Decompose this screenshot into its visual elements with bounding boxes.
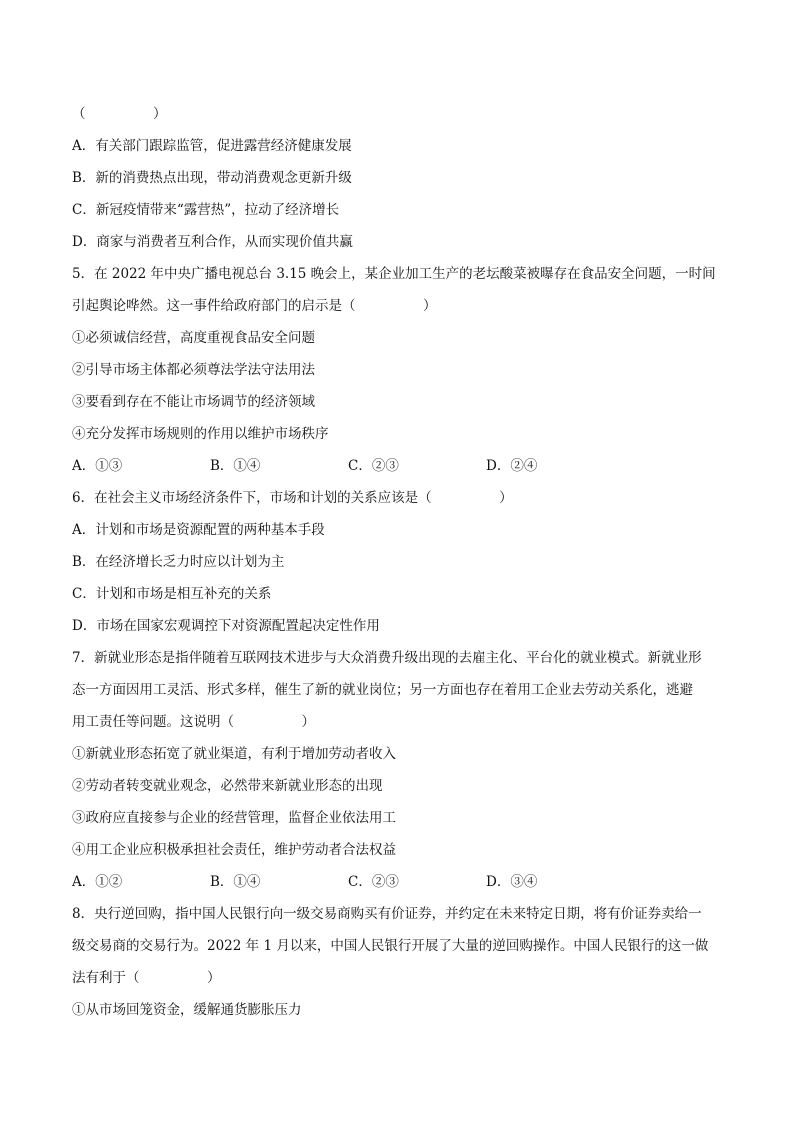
- q8-stem-line-2: 级交易商的交易行为。2022 年 1 月以来，中国人民银行开展了大量的逆回购操作。中国人民银行的这一做: [72, 938, 709, 954]
- q5-stem-line-2: 引起舆论哗然。这一事件给政府部门的启示是（ ）: [72, 298, 437, 314]
- q7-options: [72, 866, 724, 898]
- q4-option-c: C．新冠疫情带来“露营热”，拉动了经济增长: [72, 202, 340, 218]
- q4-option-a: A．有关部门跟踪监管，促进露营经济健康发展: [72, 138, 352, 154]
- q8-statement-1: ①从市场回笼资金，缓解通货膨胀压力: [72, 1002, 302, 1018]
- q5-option-c: C．②③: [348, 458, 399, 474]
- q7-statement-2: ②劳动者转变就业观念，必然带来新就业形态的出现: [72, 778, 383, 794]
- q5-statement-3: ③要看到存在不能让市场调节的经济领域: [72, 394, 315, 410]
- q7-statement-4: ④用工企业应积极承担社会责任，维护劳动者合法权益: [72, 842, 396, 858]
- q6-option-d: D．市场在国家宏观调控下对资源配置起决定性作用: [72, 618, 380, 634]
- q5-statement-1: ①必须诚信经营，高度重视食品安全问题: [72, 330, 315, 346]
- q7-statement-3: ③政府应直接参与企业的经营管理，监督企业依法用工: [72, 810, 396, 826]
- q7-option-d: D．③④: [486, 874, 538, 890]
- q5-option-a: A．①③: [72, 458, 123, 474]
- exam-page: [72, 98, 724, 1026]
- q5-statement-4: ④充分发挥市场规则的作用以维护市场秩序: [72, 426, 329, 442]
- q5-statement-2: ②引导市场主体都必须尊法学法守法用法: [72, 362, 315, 378]
- q4-option-d: D．商家与消费者互利合作，从而实现价值共赢: [72, 234, 353, 250]
- answer-bracket: （ ）: [72, 106, 167, 122]
- q7-stem-line-2: 态一方面因用工灵活、形式多样，催生了新的就业岗位；另一方面也存在着用工企业去劳动关系化，逃避: [72, 682, 693, 698]
- q7-stem-line-3: 用工责任等问题。这说明（ ）: [72, 714, 315, 730]
- q7-stem-line-1: 7．新就业形态是指伴随着互联网技术进步与大众消费升级出现的去雇主化、平台化的就业模式。新就业形: [72, 650, 702, 666]
- q6-option-b: B．在经济增长乏力时应以计划为主: [72, 554, 285, 570]
- q6-option-a: A．计划和市场是资源配置的两种基本手段: [72, 522, 325, 538]
- q8-stem-line-3: 法有利于（ ）: [72, 970, 221, 986]
- q7-option-c: C．②③: [348, 874, 399, 890]
- q4-option-b: B．新的消费热点出现，带动消费观念更新升级: [72, 170, 352, 186]
- q7-option-b: B．①④: [210, 874, 261, 890]
- q7-option-a: A．①②: [72, 874, 123, 890]
- q5-options: [72, 450, 724, 482]
- q6-stem: 6．在社会主义市场经济条件下，市场和计划的关系应该是（ ）: [72, 490, 513, 506]
- q5-option-b: B．①④: [210, 458, 261, 474]
- q6-option-c: C．计划和市场是相互补充的关系: [72, 586, 272, 602]
- q7-statement-1: ①新就业形态拓宽了就业渠道，有利于增加劳动者收入: [72, 746, 396, 762]
- q8-stem-line-1: 8．央行逆回购，指中国人民银行向一级交易商购买有价证券，并约定在未来特定日期，将有价证券卖给一: [72, 906, 702, 922]
- q5-option-d: D．②④: [486, 458, 538, 474]
- q5-stem-line-1: 5．在 2022 年中央广播电视总台 3.15 晚会上，某企业加工生产的老坛酸菜被曝存在食品安全问题，一时间: [72, 266, 716, 282]
